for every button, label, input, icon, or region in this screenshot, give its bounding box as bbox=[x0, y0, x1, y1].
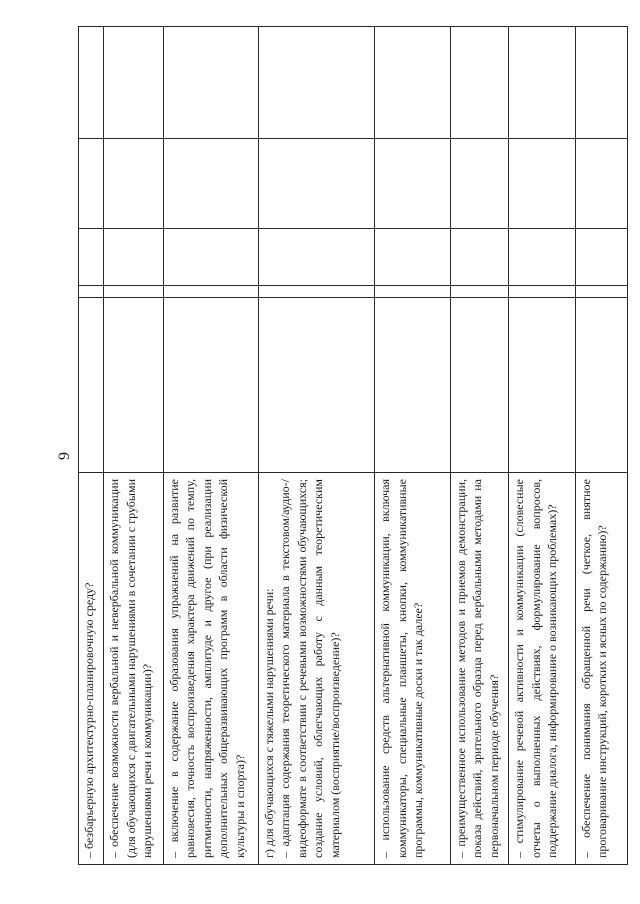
criterion-cell bbox=[508, 473, 575, 865]
criterion-cell bbox=[104, 473, 163, 865]
empty-cell bbox=[375, 298, 450, 473]
table-row bbox=[375, 27, 450, 865]
empty-cell bbox=[450, 139, 508, 229]
criterion-cell bbox=[79, 473, 104, 865]
empty-cell bbox=[575, 286, 627, 298]
empty-cell bbox=[104, 139, 163, 229]
empty-cell bbox=[258, 286, 375, 298]
criteria-table bbox=[78, 26, 628, 865]
empty-cell bbox=[258, 229, 375, 286]
page-number: 9 bbox=[56, 452, 73, 460]
empty-cell bbox=[508, 286, 575, 298]
empty-cell bbox=[79, 27, 104, 139]
criterion-cell bbox=[258, 473, 375, 865]
criterion-text: – обеспечение возможности вербальной и невербальной коммуникации (для обучающихся с двигательными нарушениями в сочетании с грубыми нарушениями речи и коммуникации)? bbox=[107, 479, 155, 858]
empty-cell bbox=[79, 139, 104, 229]
empty-cell bbox=[258, 298, 375, 473]
empty-cell bbox=[258, 27, 375, 139]
empty-cell bbox=[508, 298, 575, 473]
criterion-text: – стимулирование речевой активности и коммуникации (словесные отчеты о выполненных действиях, формулирование вопросов, поддержание диалога, информирование о возникающих проблемах)? bbox=[511, 479, 560, 858]
empty-cell bbox=[375, 286, 450, 298]
empty-cell bbox=[450, 298, 508, 473]
empty-cell bbox=[163, 229, 258, 286]
table-row bbox=[104, 27, 163, 865]
empty-cell bbox=[104, 298, 163, 473]
empty-cell bbox=[375, 229, 450, 286]
criterion-text: – преимущественное использование методов и приемов демонстрации, показа действий, зрительного образца перед вербальными методами на первоначальном периоде обучения? bbox=[453, 479, 501, 858]
category-heading: г) для обучающихся с тяжелыми нарушениями речи: bbox=[261, 588, 276, 858]
empty-cell bbox=[104, 286, 163, 298]
table-row bbox=[450, 27, 508, 865]
empty-cell bbox=[508, 27, 575, 139]
empty-cell bbox=[258, 139, 375, 229]
empty-cell bbox=[575, 27, 627, 139]
criterion-cell bbox=[450, 473, 508, 865]
empty-cell bbox=[508, 139, 575, 229]
empty-cell bbox=[450, 229, 508, 286]
document-page bbox=[50, 25, 630, 865]
criterion-text: – безбарьерную архитектурно-планировочную среду? bbox=[82, 582, 96, 858]
table-row bbox=[508, 27, 575, 865]
empty-cell bbox=[450, 27, 508, 139]
empty-cell bbox=[104, 27, 163, 139]
criterion-text: – использование средств альтернативной коммуникации, включая коммуникаторы, специальные планшеты, кнопки, коммуникативные программы, коммуникативные доски и так далее? bbox=[378, 479, 426, 858]
empty-cell bbox=[163, 27, 258, 139]
table-row bbox=[79, 27, 104, 865]
empty-cell bbox=[375, 139, 450, 229]
empty-cell bbox=[163, 298, 258, 473]
empty-cell bbox=[375, 27, 450, 139]
empty-cell bbox=[163, 286, 258, 298]
table-row bbox=[575, 27, 627, 865]
criterion-text: – включение в содержание образования упражнений на развитие равновесия, точность воспроизведения характера движений по темпу, ритмичности, напряженности, амплитуде и другое (при реализации дополнительных общеразвивающих программ в области физической культуры и спорта)? bbox=[166, 479, 247, 858]
table-row bbox=[258, 27, 375, 865]
criterion-cell bbox=[575, 473, 627, 865]
empty-cell bbox=[79, 298, 104, 473]
criterion-cell bbox=[375, 473, 450, 865]
empty-cell bbox=[450, 286, 508, 298]
empty-cell bbox=[575, 298, 627, 473]
criterion-cell bbox=[163, 473, 258, 865]
table-row bbox=[163, 27, 258, 865]
empty-cell bbox=[163, 139, 258, 229]
empty-cell bbox=[104, 229, 163, 286]
empty-cell bbox=[575, 229, 627, 286]
empty-cell bbox=[575, 139, 627, 229]
criterion-text: – обеспечение понимания обращенной речи (четкое, внятное проговаривание инструкций, коротких и ясных по содержанию)? bbox=[578, 479, 610, 858]
empty-cell bbox=[79, 229, 104, 286]
criterion-text: – адаптация содержания теоретического материала в текстовом/аудио-/видеоформате в соответствии с речевыми возможностями обучающихся; создание условий, облегчающих работу с данным теоретическим материалом (восприятие/воспроизведение)? bbox=[278, 479, 342, 858]
empty-cell bbox=[79, 286, 104, 298]
empty-cell bbox=[508, 229, 575, 286]
